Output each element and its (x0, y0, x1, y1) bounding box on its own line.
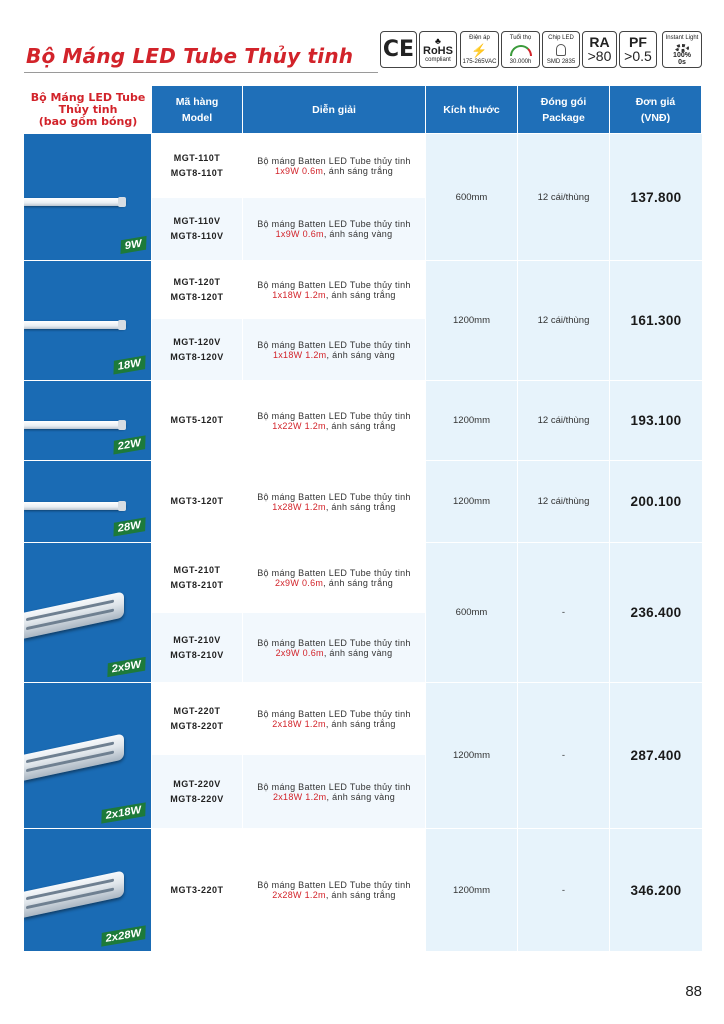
header-model-line: Model (181, 111, 213, 124)
pf-value: >0.5 (624, 47, 652, 64)
wattage-badge: 2x9W (108, 657, 146, 677)
price-cell (610, 683, 702, 828)
model-cell (152, 683, 242, 754)
voltage-badge (460, 31, 499, 68)
tube-end-cap (118, 197, 126, 207)
chip-value: SMD 2835 (546, 59, 576, 65)
model-cell (152, 198, 242, 260)
model-code: MGT8-120V (170, 351, 224, 362)
spec-text: 1x22W 1.2m (272, 420, 326, 431)
double-tube-fixture (24, 733, 124, 780)
model-cell (152, 319, 242, 380)
sun-icon (675, 44, 689, 52)
model-code: MGT-220V (173, 778, 221, 789)
price-cell (610, 261, 702, 380)
header-price-line: Đơn giá (635, 95, 676, 108)
package-cell (518, 461, 609, 542)
size-cell-value: 600mm (455, 191, 488, 203)
ra-label: RA (589, 33, 610, 50)
description-text: Bộ máng Batten LED Tube thủy tinh (257, 637, 411, 648)
product-image (24, 134, 151, 260)
light-tone-text: , ánh sáng vàng (326, 349, 396, 360)
package-cell-value: - (561, 884, 566, 896)
single-tube-fixture (24, 321, 126, 329)
lifespan-badge (501, 31, 540, 68)
package-cell (518, 134, 609, 260)
header-size-label: Kích thước (443, 103, 500, 116)
package-cell (518, 261, 609, 380)
title-divider (24, 72, 378, 73)
size-cell-value: 600mm (455, 607, 488, 618)
price-cell (610, 381, 702, 460)
spec-text: 1x18W 1.2m (272, 349, 327, 360)
ra-value: >80 (587, 47, 612, 64)
spec-text: 2x28W 1.2m (272, 890, 326, 900)
lifespan-value: 30.000h (509, 59, 532, 65)
light-tone-text: , ánh sáng trắng (325, 501, 396, 512)
model-code: MGT8-120T (170, 291, 224, 302)
description-spec-line (275, 166, 393, 176)
model-code: MGT8-110V (170, 231, 224, 241)
light-tone-text: , ánh sáng vàng (323, 647, 393, 658)
size-cell (426, 381, 517, 460)
double-tube-fixture (24, 591, 124, 638)
model-code: MGT5-120T (170, 415, 224, 425)
voltage-value: 175-265VAC (462, 59, 497, 65)
wattage-badge: 2x18W (101, 802, 145, 823)
chip-label: Chip LED (548, 35, 574, 41)
model-code: MGT8-210V (170, 649, 224, 660)
rohs-badge (419, 31, 457, 68)
description-cell (243, 319, 425, 380)
rohs-leaf-icon: ♣ (435, 35, 441, 46)
description-cell (243, 683, 425, 754)
voltage-label: Điện áp (469, 35, 490, 41)
package-cell-value: 12 cái/thùng (537, 496, 590, 507)
chip-led-badge (542, 31, 580, 68)
light-tone-text: , ánh sáng trắng (323, 577, 394, 588)
product-image (24, 261, 151, 380)
size-cell (426, 461, 517, 542)
size-cell (426, 829, 517, 951)
model-code: MGT8-210T (170, 579, 224, 590)
tube-end-cap (118, 320, 126, 330)
description-text: Bộ máng Batten LED Tube thủy tinh (257, 279, 411, 290)
description-spec-line (272, 719, 395, 729)
product-image (24, 543, 151, 682)
spec-text: 1x9W 0.6m (275, 229, 324, 239)
single-tube-fixture (24, 198, 126, 206)
size-cell-value: 1200mm (453, 415, 490, 426)
light-tone-text: , ánh sáng vàng (323, 229, 393, 239)
description-cell (243, 198, 425, 260)
package-cell (518, 683, 609, 828)
package-cell (518, 381, 609, 460)
price-cell-value: 236.400 (630, 605, 682, 620)
header-package-line: Package (542, 111, 585, 124)
description-cell (243, 261, 425, 318)
package-cell-value: 12 cái/thùng (537, 191, 590, 203)
spec-text: 1x18W 1.2m (272, 289, 326, 300)
description-cell (243, 613, 425, 682)
bulb-icon (556, 44, 566, 56)
description-cell (243, 134, 425, 197)
model-cell (152, 381, 242, 460)
pf-label: PF (629, 33, 647, 50)
package-cell-value: - (561, 607, 566, 618)
package-cell-value: - (561, 750, 566, 761)
spec-text: 2x9W 0.6m (274, 577, 324, 588)
product-image (24, 829, 151, 951)
model-code: MGT8-220T (170, 720, 224, 731)
tube-end-cap (118, 420, 126, 430)
model-code: MGT-220T (173, 705, 221, 716)
description-cell (243, 543, 425, 612)
instant-light-badge (662, 31, 702, 68)
price-cell (610, 134, 702, 260)
package-cell-value: 12 cái/thùng (537, 415, 590, 426)
description-spec-line (272, 890, 395, 900)
price-cell-value: 193.100 (630, 413, 682, 428)
spec-text: 1x28W 1.2m (272, 501, 326, 512)
package-cell (518, 829, 609, 951)
package-cell-value: 12 cái/thùng (537, 315, 590, 326)
wattage-badge: 22W (114, 435, 146, 454)
description-spec-line (275, 578, 393, 588)
rohs-label: RoHS (423, 44, 453, 57)
size-cell (426, 683, 517, 828)
single-tube-fixture (24, 502, 126, 510)
description-text: Bộ máng Batten LED Tube thủy tinh (257, 219, 411, 229)
header-model-line: Mã hàng (175, 95, 219, 108)
size-cell (426, 261, 517, 380)
package-cell (518, 543, 609, 682)
product-image (24, 461, 151, 542)
price-cell (610, 543, 702, 682)
description-spec-line (272, 290, 395, 300)
page-title: Bộ Máng LED Tube Thủy tinh (26, 44, 354, 68)
header-product-line: (bao gồm bóng) (38, 114, 138, 128)
price-cell (610, 829, 702, 951)
model-cell (152, 261, 242, 318)
instant-on: 100% (673, 51, 691, 59)
header-model (152, 86, 242, 133)
double-tube-fixture (24, 870, 124, 917)
light-tone-text: , ánh sáng trắng (325, 420, 396, 431)
price-cell-value: 287.400 (630, 748, 682, 763)
lifespan-label: Tuổi thọ (509, 35, 532, 41)
model-code: MGT-210T (173, 564, 221, 575)
header-package (518, 86, 609, 133)
description-cell (243, 461, 425, 542)
size-cell-value: 1200mm (453, 750, 490, 761)
description-spec-line (272, 421, 395, 431)
model-cell (152, 543, 242, 612)
description-text: Bộ máng Batten LED Tube thủy tinh (257, 339, 411, 350)
light-tone-text: , ánh sáng vàng (326, 791, 396, 802)
light-tone-text: , ánh sáng trắng (323, 165, 394, 176)
rohs-sub: compliant (425, 56, 451, 63)
size-cell-value: 1200mm (453, 315, 490, 326)
header-description-label: Diễn giải (312, 103, 356, 116)
model-code: MGT8-110T (170, 167, 224, 178)
model-code: MGT3-220T (170, 884, 224, 895)
description-cell (243, 829, 425, 951)
description-text: Bộ máng Batten LED Tube thủy tinh (257, 491, 411, 502)
description-text: Bộ máng Batten LED Tube thủy tinh (257, 567, 411, 578)
description-cell (243, 755, 425, 828)
model-code: MGT-120V (173, 336, 221, 347)
wattage-badge: 28W (114, 517, 146, 536)
description-spec-line (272, 502, 395, 512)
instant-off: 0s (678, 59, 686, 67)
description-spec-line (276, 229, 393, 239)
description-spec-line (276, 648, 393, 658)
spec-text: 2x9W 0.6m (275, 647, 324, 658)
header-price (610, 86, 701, 133)
price-cell-value: 200.100 (630, 494, 682, 509)
single-tube-fixture (24, 421, 126, 429)
ra-badge (582, 31, 617, 68)
model-code: MGT8-220V (170, 793, 224, 804)
wattage-badge: 18W (114, 355, 146, 374)
tube-end-cap (118, 501, 126, 511)
ce-mark-badge (380, 31, 417, 68)
model-cell (152, 134, 242, 197)
description-text: Bộ máng Batten LED Tube thủy tinh (257, 708, 411, 719)
price-cell-value: 137.800 (630, 189, 682, 205)
model-cell (152, 461, 242, 542)
description-text: Bộ máng Batten LED Tube thủy tinh (257, 781, 411, 792)
light-tone-text: , ánh sáng trắng (325, 289, 396, 300)
model-cell (152, 613, 242, 682)
price-cell-value: 346.200 (630, 882, 682, 898)
wattage-badge: 9W (120, 236, 146, 254)
spec-text: 2x18W 1.2m (272, 791, 327, 802)
light-tone-text: , ánh sáng trắng (325, 718, 396, 729)
spec-text: 2x18W 1.2m (272, 718, 326, 729)
header-product-line: Bộ Máng LED Tube (30, 90, 146, 104)
model-code: MGT-110T (173, 152, 221, 163)
model-code: MGT3-120T (170, 496, 224, 506)
description-cell (243, 381, 425, 460)
spec-text: 1x9W 0.6m (274, 165, 324, 176)
product-image (24, 381, 151, 460)
gauge-icon (510, 45, 532, 56)
description-text: Bộ máng Batten LED Tube thủy tinh (257, 880, 411, 890)
header-product-line: Thủy tinh (58, 102, 118, 116)
ce-mark-icon: CE (382, 36, 415, 62)
pf-badge (619, 31, 657, 68)
product-image (24, 683, 151, 828)
instant-label: Instant Light (665, 35, 699, 41)
description-spec-line (273, 350, 395, 360)
size-cell (426, 543, 517, 682)
header-size (426, 86, 517, 133)
description-spec-line (273, 792, 395, 802)
model-code: MGT-120T (173, 276, 221, 287)
light-tone-text: , ánh sáng trắng (325, 890, 396, 900)
price-cell (610, 461, 702, 542)
model-cell (152, 829, 242, 951)
description-text: Bộ máng Batten LED Tube thủy tinh (257, 155, 411, 166)
size-cell-value: 1200mm (453, 884, 490, 896)
header-package-line: Đóng gói (540, 95, 587, 108)
page-number: 88 (685, 983, 702, 1000)
size-cell-value: 1200mm (453, 496, 490, 507)
wattage-badge: 2x28W (101, 925, 145, 946)
header-description (243, 86, 425, 133)
description-text: Bộ máng Batten LED Tube thủy tinh (257, 410, 411, 421)
model-code: MGT-210V (173, 634, 221, 645)
header-product (24, 86, 152, 133)
model-code: MGT-110V (173, 216, 221, 226)
model-cell (152, 755, 242, 828)
header-price-line: (VNĐ) (640, 111, 671, 124)
price-table (24, 86, 702, 952)
lightning-icon: ⚡ (471, 42, 488, 58)
size-cell (426, 134, 517, 260)
price-cell-value: 161.300 (630, 313, 682, 328)
